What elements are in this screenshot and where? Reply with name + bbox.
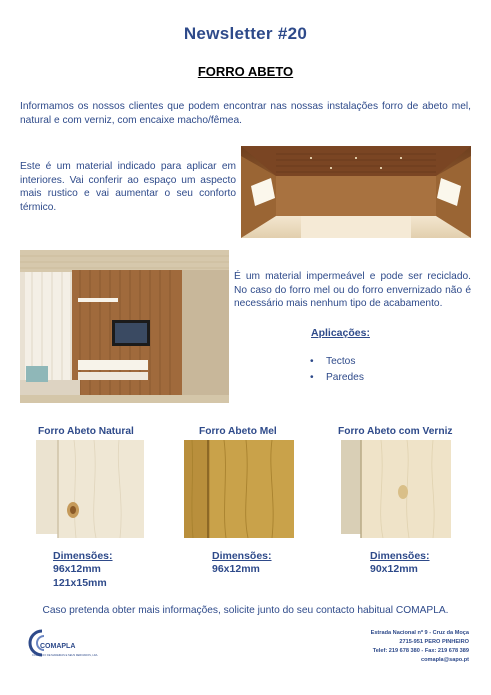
page-subtitle: FORRO ABETO <box>197 64 294 79</box>
product-title-mel: Forro Abeto Mel <box>199 426 277 437</box>
list-item: • Tectos <box>310 356 356 367</box>
address-line: 2715-951 PERO PINHEIRO <box>399 639 469 645</box>
email-link[interactable]: comapla@sapo.pt <box>420 657 469 663</box>
applications-title: Aplicações: <box>311 327 370 339</box>
section1-paragraph: Este é um material indicado para aplicar em interiores. Vai conferir ao espaço um aspecto mais rustico e vai aumentar o seu conforto térmico. <box>20 161 236 213</box>
phone-line: Telef: 219 678 380 - Fax: 219 678 389 <box>372 648 469 654</box>
dimension-value: 96x12mm <box>212 563 260 575</box>
honey-wood-photo <box>184 440 294 538</box>
dimensions-label: Dimensões: <box>212 550 272 562</box>
applications-list <box>310 354 364 386</box>
comapla-logo <box>28 628 148 658</box>
natural-wood-photo <box>34 440 144 538</box>
list-item: • Paredes <box>310 372 364 383</box>
address-line: Estrada Nacional nº 9 - Cruz da Moça <box>370 630 469 636</box>
dimensions-label: Dimensões: <box>370 550 430 562</box>
dimension-value: 90x12mm <box>370 563 418 575</box>
product-title-natural: Forro Abeto Natural <box>38 426 134 437</box>
logo-name: COMAPLA <box>40 643 76 650</box>
dimension-value: 96x12mm <box>53 563 101 575</box>
dimensions-mel <box>212 550 272 576</box>
ceiling-photo <box>241 146 471 238</box>
product-title-verniz: Forro Abeto com Verniz <box>338 426 453 437</box>
company-address <box>371 629 469 665</box>
dimensions-label: Dimensões: <box>53 550 113 562</box>
varnish-wood-photo <box>341 440 451 538</box>
dimension-value: 121x15mm <box>53 577 107 589</box>
logo-tagline: COMÉRCIO DE MADEIRAS E SEUS DERIVADOS, LDA. <box>32 654 99 657</box>
living-room-photo <box>20 250 229 403</box>
newsletter-title: Newsletter #20 <box>183 24 308 43</box>
dimensions-natural <box>53 550 113 590</box>
contact-note: Caso pretenda obter mais informações, solicite junto do seu contacto habitual COMAPLA. <box>42 605 449 616</box>
section2-paragraph: É um material impermeável e pode ser reciclado. No caso do forro mel ou do forro envernizado não é necessário mais nenhum tipo de acabamento. <box>234 271 471 310</box>
dimensions-verniz <box>370 550 430 576</box>
intro-paragraph: Informamos os nossos clientes que podem encontrar nas nossas instalações forro de abeto mel, natural e com verniz, com encaixe macho/fêmea. <box>20 101 471 126</box>
